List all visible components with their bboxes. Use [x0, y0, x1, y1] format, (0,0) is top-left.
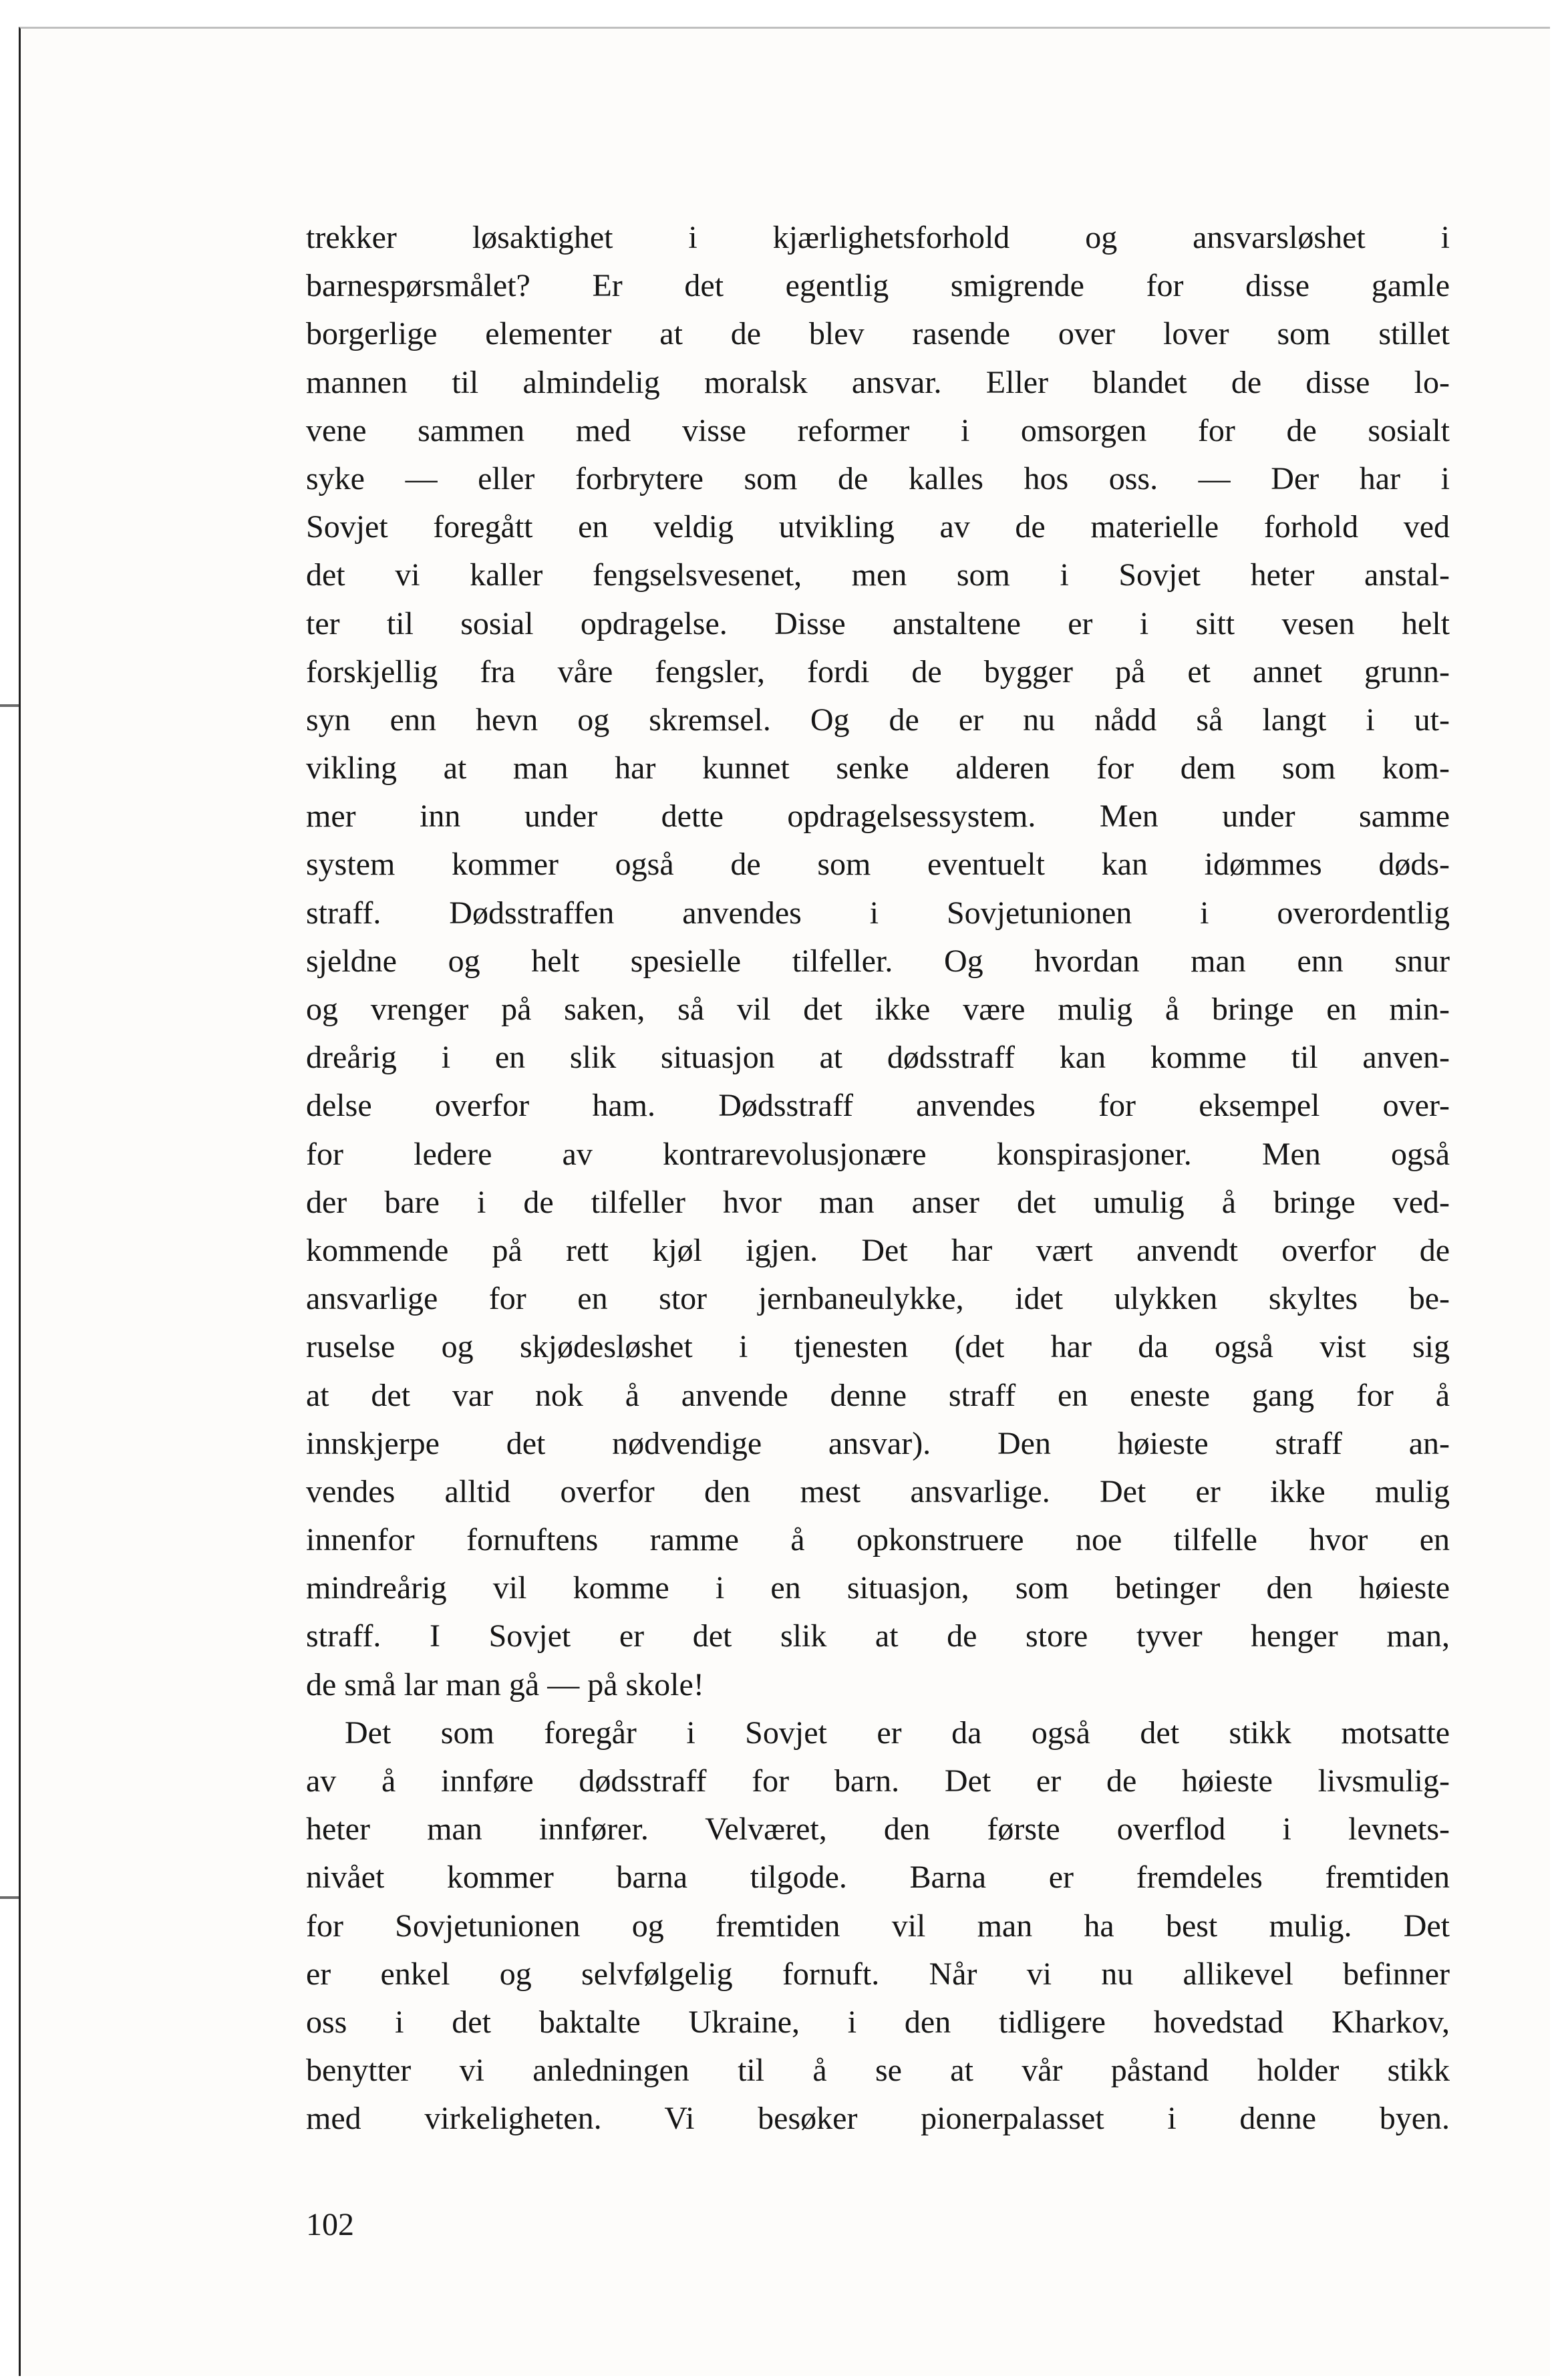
text-line: benytter vi anledningen til å se at vår påstand holder stikk [306, 2053, 1450, 2089]
text-line: Sovjet foregått en veldig utvikling av de materielle forhold ved [306, 509, 1450, 545]
text-line: vene sammen med visse reformer i omsorgen for de sosialt [306, 412, 1450, 448]
text-line: innskjerpe det nødvendige ansvar). Den høieste straff an- [306, 1425, 1450, 1461]
body-text [306, 214, 1450, 2143]
text-line: for ledere av kontrarevolusjonære konspirasjoner. Men også [306, 1136, 1450, 1172]
text-line: syke — eller forbrytere som de kalles hos oss. — Der har i [306, 460, 1450, 496]
text-line: de små lar man gå — på skole! [306, 1666, 704, 1702]
text-line: Det som foregår i Sovjet er da også det stikk motsatte [345, 1715, 1450, 1751]
scan-edge-mark [0, 1896, 19, 1899]
text-line: forskjellig fra våre fengsler, fordi de bygger på et annet grunn- [306, 653, 1450, 690]
text-line: vikling at man har kunnet senke alderen for dem som kom- [306, 750, 1450, 786]
text-line: mer inn under dette opdragelsessystem. Men under samme [306, 798, 1450, 835]
text-line: og vrenger på saken, så vil det ikke være mulig å bringe en min- [306, 992, 1450, 1027]
paragraph [306, 1709, 1450, 2143]
text-line: for Sovjetunionen og fremtiden vil man ha best mulig. Det [306, 1908, 1450, 1944]
text-line: det vi kaller fengselsvesenet, men som i Sovjet heter anstal- [306, 557, 1450, 593]
text-line: vendes alltid overfor den mest ansvarlige. Det er ikke mulig [306, 1473, 1450, 1509]
text-line: ruselse og skjødesløshet i tjenesten (det har da også vist sig [306, 1329, 1450, 1365]
scan-edge-mark [0, 704, 19, 707]
text-line: innenfor fornuftens ramme å opkonstruere noe tilfelle hvor en [306, 1522, 1450, 1558]
text-line: at det var nok å anvende denne straff en eneste gang for å [306, 1377, 1450, 1413]
text-line: er enkel og selvfølgelig fornuft. Når vi nu allikevel befinner [306, 1956, 1450, 1992]
text-line: ter til sosial opdragelse. Disse anstaltene er i sitt vesen helt [306, 605, 1450, 641]
paragraph [306, 214, 1450, 1709]
text-line: trekker løsaktighet i kjærlighetsforhold og ansvarsløshet i [306, 220, 1450, 255]
page-number: 102 [306, 2207, 354, 2242]
text-line: straff. I Sovjet er det slik at de store tyver henger man, [306, 1618, 1450, 1654]
text-line: mannen til almindelig moralsk ansvar. Eller blandet de disse lo- [306, 364, 1450, 400]
text-line: heter man innfører. Velværet, den første overflod i levnets- [306, 1811, 1450, 1847]
text-line: med virkeligheten. Vi besøker pionerpalasset i denne byen. [306, 2101, 1450, 2137]
text-line: syn enn hevn og skremsel. Og de er nu nådd så langt i ut- [306, 702, 1450, 738]
text-line: der bare i de tilfeller hvor man anser det umulig å bringe ved- [306, 1184, 1450, 1220]
text-line: delse overfor ham. Dødsstraff anvendes for eksempel over- [306, 1088, 1450, 1124]
text-line: kommende på rett kjøl igjen. Det har vært anvendt overfor de [306, 1232, 1450, 1268]
text-line: straff. Dødsstraffen anvendes i Sovjetunionen i overordentlig [306, 895, 1450, 931]
text-line: sjeldne og helt spesielle tilfeller. Og hvordan man enn snur [306, 943, 1450, 979]
text-line: ansvarlige for en stor jernbaneulykke, idet ulykken skyltes be- [306, 1281, 1450, 1317]
text-line: nivået kommer barna tilgode. Barna er fremdeles fremtiden [306, 1860, 1450, 1896]
text-line: barnespørsmålet? Er det egentlig smigrende for disse gamle [306, 268, 1450, 304]
text-line: dreårig i en slik situasjon at dødsstraff kan komme til anven- [306, 1040, 1450, 1076]
text-line: system kommer også de som eventuelt kan idømmes døds- [306, 847, 1450, 883]
text-line: mindreårig vil komme i en situasjon, som betinger den høieste [306, 1570, 1450, 1606]
text-line: av å innføre dødsstraff for barn. Det er de høieste livsmulig- [306, 1763, 1450, 1799]
text-line: oss i det baktalte Ukraine, i den tidligere hovedstad Kharkov, [306, 2004, 1450, 2040]
text-line: borgerlige elementer at de blev rasende over lover som stillet [306, 316, 1450, 352]
